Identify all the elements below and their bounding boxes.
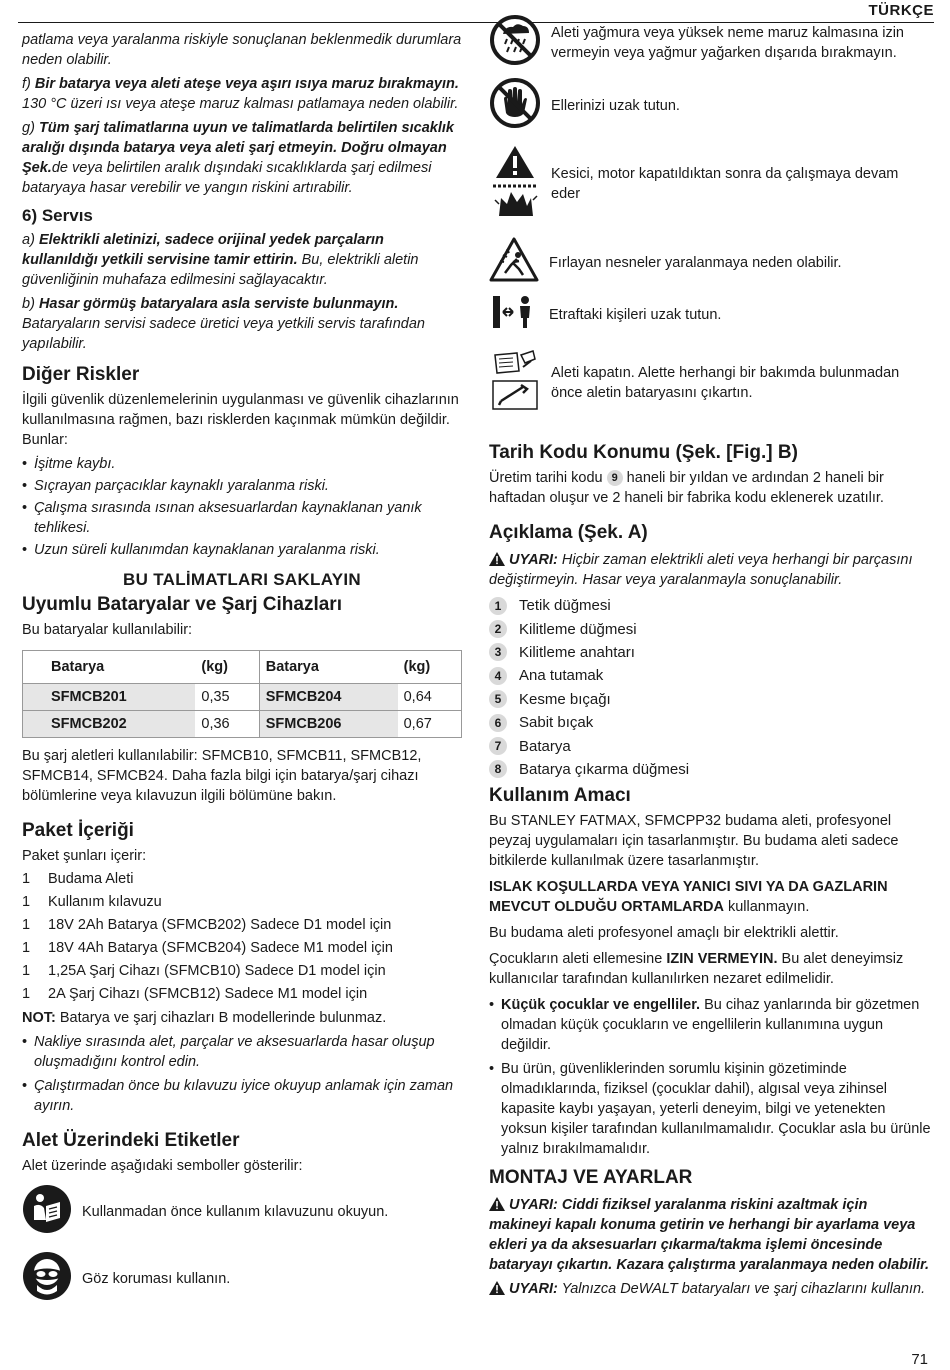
- remove-battery-icon: [489, 349, 541, 416]
- symbol-row: [489, 349, 931, 416]
- item-f-text: 130 °C üzeri ısı veya ateşe maruz kalması patlamaya neden olabilir.: [22, 96, 459, 112]
- battery-model: SFMCB202: [23, 711, 196, 738]
- item-text: Budama Aleti: [48, 871, 134, 887]
- qty: 1: [22, 894, 31, 910]
- save-instructions-heading: BU TALİMATLARI SAKLAYIN: [123, 570, 361, 589]
- list-item: [489, 688, 931, 711]
- wet-conditions-post: kullanmayın.: [723, 899, 810, 916]
- part-number: 1: [489, 597, 507, 615]
- intended-use-text: Bu STANLEY FATMAX, SFMCPP32 budama aleti, profesyonel peyzaj uygulamaları için tasarlanmıştır. Bu budama aleti sadece bitkilerde kullanılmak üzere tasarlanmıştır.: [489, 813, 899, 870]
- part-number: 8: [489, 760, 507, 778]
- labels-text: Alet üzerinde aşağıdaki semboller gösterilir:: [22, 1158, 303, 1174]
- item-text: 18V 4Ah Batarya (SFMCB204) Sadece M1 model için: [48, 940, 393, 956]
- symbol-text: Etraftaki kişileri uzak tutun.: [549, 306, 722, 323]
- package-heading: Paket İçeriği: [22, 820, 134, 841]
- package-note: [22, 1008, 462, 1028]
- risk-item: • Çalışma sırasında ısınan aksesuarlardan kaynaklanan yanık tehlikesi.: [22, 498, 462, 538]
- no-rain-icon: [489, 14, 541, 71]
- warning-text: Ciddi fiziksel yaralanma riskini azaltmak için makineyi kapalı konuma getirin ve herhangi bir ayarlama veya ekleri ya da aksesuarları çıkarma/takma işlemi öncesinde bataryayı çıkartın. Kazara çalıştırma yaralanmaya neden olabilir.: [489, 1197, 930, 1274]
- risk-item: • İşitme kaybı.: [22, 454, 462, 474]
- symbol-row: [22, 1251, 462, 1306]
- children-bold: IZIN VERMEYIN.: [666, 951, 778, 968]
- children-pre: Çocukların aleti ellemesine: [489, 951, 667, 968]
- other-risks-text: İlgili güvenlik düzenlemelerinin uygulanması ve güvenlik cihazlarının kullanılmasına rağmen, bazı risklerden kaçınmak mümkün değildir. Bunlar:: [22, 392, 459, 448]
- list-item: [489, 734, 931, 757]
- symbol-text: Kullanmadan önce kullanım kılavuzunu okuyun.: [82, 1203, 389, 1220]
- list-item: [22, 938, 462, 958]
- note-label: NOT:: [22, 1010, 56, 1026]
- col-header: (kg): [195, 651, 259, 684]
- part-number: 2: [489, 620, 507, 638]
- bullet-text: Bu cihaz yanlarında bir gözetmen olmadan küçük çocukların ve engellilerin kullanımına uygun değildir.: [501, 997, 920, 1054]
- item-g-label: g): [22, 120, 35, 136]
- page-number: 71: [911, 1351, 928, 1368]
- warning-icon: [489, 1281, 505, 1295]
- part-number: 4: [489, 667, 507, 685]
- flying-objects-icon: [489, 237, 539, 288]
- battery-table-header: [23, 651, 462, 684]
- warning-icon: [489, 1197, 505, 1211]
- item-b-label: b): [22, 296, 35, 312]
- item-f-label: f): [22, 76, 31, 92]
- warning-label: UYARI:: [509, 1197, 558, 1214]
- part-label: Kesme bıçağı: [519, 690, 611, 708]
- professional-text: Bu budama aleti profesyonel amaçlı bir elektrikli alettir.: [489, 925, 839, 942]
- qty: 1: [22, 963, 31, 979]
- list-item: [489, 641, 931, 664]
- list-item: [489, 594, 931, 617]
- list-item: [22, 984, 462, 1004]
- part-label: Kilitleme anahtarı: [519, 643, 635, 661]
- package-note-item: • Çalıştırmadan önce bu kılavuzu iyice okuyup anlamak için zaman ayırın.: [22, 1076, 462, 1116]
- warning-label: UYARI:: [509, 1281, 558, 1298]
- item-g: [22, 118, 462, 198]
- blade-warning-icon: [489, 144, 541, 223]
- description-warning: [489, 550, 931, 590]
- item-f-bold: Bir batarya veya aleti ateşe veya aşırı ısıya maruz bırakmayın.: [34, 76, 459, 92]
- item-b: [22, 294, 462, 354]
- item-b-bold: Hasar görmüş bataryalara asla serviste bulunmayın.: [38, 296, 399, 312]
- read-manual-icon: [22, 1184, 72, 1239]
- battery-weight: 0,64: [398, 684, 462, 711]
- qty: 1: [22, 917, 31, 933]
- description-heading: Açıklama (Şek. A): [489, 522, 648, 543]
- col-header: Batarya: [259, 651, 397, 684]
- list-item: [489, 617, 931, 640]
- item-a-label: a): [22, 232, 35, 248]
- assembly-heading: MONTAJ VE AYARLAR: [489, 1167, 693, 1189]
- part-number: 3: [489, 643, 507, 661]
- list-item: [489, 1059, 931, 1159]
- list-item: [22, 892, 462, 912]
- qty: 1: [22, 940, 31, 956]
- assembly-warning-2: [489, 1279, 931, 1299]
- col-header: (kg): [398, 651, 462, 684]
- list-item: [22, 961, 462, 981]
- item-a-text: Bu, elektrikli aletin güvenliğinin muhafaza edilmesini sağlayacaktır.: [22, 252, 419, 288]
- part-number: 5: [489, 690, 507, 708]
- risk-item: • Sıçrayan parçacıklar kaynaklı yaralanma riski.: [22, 476, 462, 496]
- date-code-heading: Tarih Kodu Konumu (Şek. [Fig.] B): [489, 442, 798, 463]
- list-item: [489, 664, 931, 687]
- symbol-row: [489, 237, 931, 288]
- other-risks-heading: Diğer Riskler: [22, 364, 140, 385]
- left-column: [22, 30, 462, 1312]
- assembly-warning: [489, 1195, 931, 1275]
- symbol-text: Kesici, motor kapatıldıktan sonra da çalışmaya devam eder: [551, 165, 899, 202]
- compat-heading: Uyumlu Bataryalar ve Şarj Cihazları: [22, 594, 342, 615]
- table-row: [23, 711, 462, 738]
- col-header: Batarya: [23, 651, 196, 684]
- item-text: 2A Şarj Cihazı (SFMCB12) Sadece M1 model için: [48, 986, 368, 1002]
- callout-badge: 9: [607, 470, 623, 486]
- item-text: 1,25A Şarj Cihazı (SFMCB10) Sadece D1 model için: [48, 963, 386, 979]
- labels-heading: Alet Üzerindeki Etiketler: [22, 1130, 240, 1151]
- eye-protection-icon: [22, 1251, 72, 1306]
- symbol-row: [489, 77, 931, 134]
- keep-bystanders-away-icon: [489, 294, 539, 335]
- package-note-item: • Nakliye sırasında alet, parçalar ve aksesuarlarda hasar oluşup oluşmadığını kontrol edin.: [22, 1032, 462, 1072]
- list-item: [22, 915, 462, 935]
- table-row: [23, 684, 462, 711]
- battery-model: SFMCB204: [259, 684, 397, 711]
- compat-text: Bu bataryalar kullanılabilir:: [22, 622, 193, 638]
- item-g-text: de veya belirtilen aralık dışındaki sıcaklıklarda şarj edilmesi bataryaya hasar verebilir ve yangın riskini artırabilir.: [22, 160, 432, 196]
- chargers-text: Bu şarj aletleri kullanılabilir: SFMCB10, SFMCB11, SFMCB12, SFMCB14, SFMCB24. Daha fazla bilgi için batarya/şarj cihazı bölümlerine veya kılavuzun ilgili bölümüne bakın.: [22, 748, 422, 804]
- warning-text: Yalnızca DeWALT bataryaları ve şarj cihazlarını kullanın.: [557, 1281, 926, 1298]
- list-item: [489, 711, 931, 734]
- part-number: 7: [489, 737, 507, 755]
- keep-hands-away-icon: [489, 77, 541, 134]
- battery-table: [22, 650, 462, 738]
- date-code-pre: Üretim tarihi kodu: [489, 470, 607, 486]
- list-item: [22, 869, 462, 889]
- battery-model: SFMCB206: [259, 711, 397, 738]
- list-item: [489, 995, 931, 1055]
- symbol-row: [489, 14, 931, 71]
- date-code-post: haneli bir yıldan ve ardından 2 haneli bir haftadan oluşur ve 2 haneli bir fabrika kodu eklenerek uzatılır.: [489, 470, 884, 506]
- item-text: 18V 2Ah Batarya (SFMCB202) Sadece D1 model için: [48, 917, 392, 933]
- symbol-text: Aleti yağmura veya yüksek neme maruz kalmasına izin vermeyin veya yağmur yağarken dışarıda bırakmayın.: [551, 24, 904, 61]
- wet-conditions-bold: ISLAK KOŞULLARDA VEYA YANICI SIVI YA DA GAZLARIN MEVCUT OLDUĞU ORTAMLARDA: [489, 879, 888, 916]
- list-item: [489, 758, 931, 781]
- item-g-bold: Tüm şarj talimatlarına uyun ve talimatlarda belirtilen sıcaklık aralığı dışında batarya veya aleti şarj etmeyin. Doğru olmayan Şek.: [22, 120, 454, 176]
- note-text: Batarya ve şarj cihazları B modellerinde bulunmaz.: [55, 1010, 387, 1026]
- children-post: Bu alet deneyimsiz kullanıcılar tarafından kullanılırken nezaret edilmelidir.: [489, 951, 904, 988]
- item-b-text: Bataryaların servisi sadece üretici veya yetkili servis tarafından yapılabilir.: [22, 316, 425, 352]
- warning-label: UYARI:: [509, 552, 558, 568]
- right-column: [489, 14, 931, 1299]
- language-label: TÜRKÇE: [868, 2, 934, 19]
- item-text: Kullanım kılavuzu: [48, 894, 162, 910]
- bullet-bold: Küçük çocuklar ve engelliler.: [501, 997, 701, 1014]
- symbol-row: [489, 294, 931, 335]
- symbol-text: Aleti kapatın. Alette herhangi bir bakımda bulunmadan önce aletin bataryasını çıkartın.: [551, 364, 900, 401]
- warning-text: Hiçbir zaman elektrikli aleti veya herhangi bir parçasını değiştirmeyin. Hasar veya yaralanmayla sonuçlanabilir.: [489, 552, 913, 588]
- qty: 1: [22, 871, 31, 887]
- part-label: Ana tutamak: [519, 667, 604, 685]
- item-a: [22, 230, 462, 290]
- symbol-row: [489, 144, 931, 223]
- intro-line: patlama veya yaralanma riskiyle sonuçlanan beklenmedik durumlara neden olabilir.: [22, 32, 462, 68]
- bullet-text: Bu ürün, güvenliklerinden sorumlu kişinin gözetiminde olmadıklarında, fiziksel (çocuklar dahil), algısal veya zihinsel kapasite kaybı yaşayan, yeterli deneyim, bilgi ve yetenekten yoksun kişiler tarafından kullanılmamalıdır. Çocuklar asla bu ürünle yalnız bırakılmamalıdır.: [501, 1061, 931, 1158]
- children-text: [489, 949, 931, 989]
- qty: 1: [22, 986, 31, 1002]
- risk-item: • Uzun süreli kullanımdan kaynaklanan yaralanma riski.: [22, 540, 462, 560]
- battery-weight: 0,36: [195, 711, 259, 738]
- symbol-text: Fırlayan nesneler yaralanmaya neden olabilir.: [549, 254, 842, 271]
- service-heading: 6) Servıs: [22, 206, 93, 225]
- part-label: Tetik düğmesi: [519, 597, 611, 615]
- warning-icon: [489, 552, 505, 566]
- parts-list: [489, 594, 931, 781]
- part-label: Sabit bıçak: [519, 714, 594, 732]
- intended-use-heading: Kullanım Amacı: [489, 785, 631, 807]
- battery-model: SFMCB201: [23, 684, 196, 711]
- part-label: Batarya çıkarma düğmesi: [519, 760, 690, 778]
- symbol-text: Ellerinizi uzak tutun.: [551, 97, 680, 114]
- item-a-bold: Elektrikli aletinizi, sadece orijinal yedek parçaların kullanıldığı yetkili servisine tamir ettirin.: [22, 232, 384, 268]
- wet-conditions-text: [489, 877, 931, 917]
- symbol-text: Göz koruması kullanın.: [82, 1270, 231, 1287]
- part-label: Batarya: [519, 737, 571, 755]
- item-f: [22, 74, 462, 114]
- part-label: Kilitleme düğmesi: [519, 620, 637, 638]
- package-intro: Paket şunları içerir:: [22, 848, 147, 864]
- date-code-text: [489, 468, 931, 508]
- part-number: 6: [489, 714, 507, 732]
- battery-weight: 0,35: [195, 684, 259, 711]
- symbol-row: [22, 1184, 462, 1239]
- battery-weight: 0,67: [398, 711, 462, 738]
